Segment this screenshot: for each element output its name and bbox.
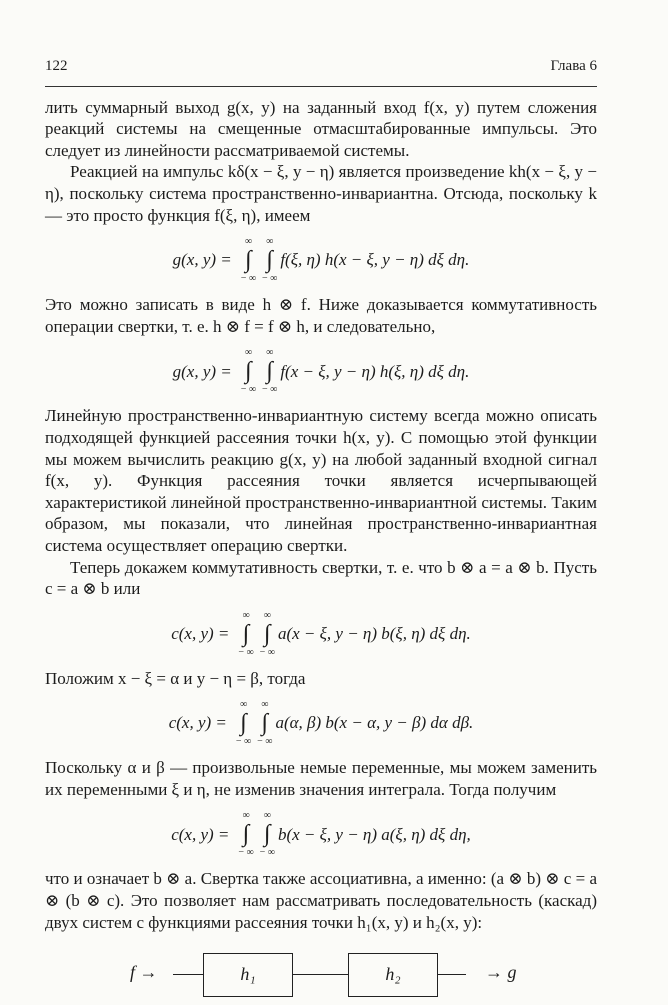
equation-3-rhs: a(x − ξ, y − η) b(ξ, η) dξ dη. <box>277 623 471 643</box>
equation-2-lhs: g(x, y) = <box>172 361 232 381</box>
diagram-line-out <box>438 974 466 975</box>
diagram-line-mid <box>293 974 348 975</box>
integral-sign: ∞ ∫ − ∞ <box>257 699 273 748</box>
integral-sign: ∞ ∫ − ∞ <box>238 609 254 658</box>
integral-sign: ∞ ∫ − ∞ <box>262 347 278 396</box>
diagram-input-label: f → <box>130 962 158 983</box>
equation-5-rhs: b(x − ξ, y − η) a(ξ, η) dξ dη, <box>277 824 471 844</box>
equation-1-lhs: g(x, y) = <box>172 250 232 270</box>
integral-sign: ∞ ∫ − ∞ <box>240 236 257 285</box>
paragraph-1: лить суммарный выход g(x, y) на заданный вход f(x, y) путем сложения реакций системы на смещенные отмасштабированные импульсы. Это следует из линейности рассматриваемой системы. <box>45 97 597 160</box>
diagram-box-h2: h₂ <box>348 953 438 997</box>
diagram-output-label: → g <box>485 962 517 983</box>
paragraph-3: Это можно записать в виде h ⊗ f. Ниже доказывается коммутативность операции свертки, т. е. h ⊗ f = f ⊗ h, и следовательно, <box>45 295 597 336</box>
book-page <box>45 56 597 1005</box>
equation-1 <box>45 228 597 292</box>
equation-2-rhs: f(x − ξ, y − η) h(ξ, η) dξ dη. <box>280 361 470 381</box>
integral-sign: ∞ ∫ − ∞ <box>262 236 278 285</box>
integral-sign: ∞ ∫ − ∞ <box>235 699 252 748</box>
integral-sign: ∞ ∫ − ∞ <box>259 810 275 859</box>
integral-sign: ∞ ∫ − ∞ <box>259 609 275 658</box>
cascade-diagram <box>45 945 597 1005</box>
equation-4-lhs: c(x, y) = <box>168 713 227 733</box>
paragraph-4: Линейную пространственно-инвариантную систему всегда можно описать подходящей функцией рассеяния точки h(x, y). С помощью этой функции мы можем вычислить реакцию g(x, y) на любой заданный входной сигнал f(x, y). Функция рассеяния точки является исчерпывающей характеристикой линейной пространственно-инвариантной системы. Таким образом, мы показали, что линейная пространственно-инвариантная система осуществляет операцию свертки. <box>45 406 597 555</box>
paragraph-2: Реакцией на импульс kδ(x − ξ, y − η) является произведение kh(x − ξ, y − η), поскольку система пространственно-инвариантна. Отсюда, поскольку k — это просто функция f(ξ, η), имеем <box>45 162 597 225</box>
equation-4-rhs: a(α, β) b(x − α, y − β) dα dβ. <box>275 713 474 733</box>
paragraph-6: Положим x − ξ = α и y − η = β, тогда <box>45 668 306 688</box>
equation-2 <box>45 339 597 403</box>
header-rule <box>45 86 597 87</box>
diagram-line-in <box>173 974 203 975</box>
chapter-title: Глава 6 <box>550 58 597 74</box>
integral-sign: ∞ ∫ − ∞ <box>240 347 257 396</box>
equation-5 <box>45 802 597 866</box>
page-header <box>45 56 597 78</box>
paragraph-7: Поскольку α и β — произвольные немые переменные, мы можем заменить их переменными ξ и η, не изменив значения интеграла. Тогда получим <box>45 758 597 799</box>
paragraph-8: что и означает b ⊗ a. Свертка также ассоциативна, а именно: (a ⊗ b) ⊗ c = a ⊗ (b ⊗ c). Это позволяет нам рассматривать последовательность (каскад) двух систем с функциями рассеяния точки h₁(x, y) и h₂(x, y): <box>45 869 597 932</box>
equation-4 <box>45 691 597 755</box>
equation-1-rhs: f(ξ, η) h(x − ξ, y − η) dξ dη. <box>280 250 470 270</box>
integral-sign: ∞ ∫ − ∞ <box>238 810 254 859</box>
paragraph-5: Теперь докажем коммутативность свертки, т. е. что b ⊗ a = a ⊗ b. Пусть c = a ⊗ b или <box>45 557 597 599</box>
equation-3 <box>45 602 597 666</box>
equation-3-lhs: c(x, y) = <box>171 623 230 643</box>
equation-5-lhs: c(x, y) = <box>171 824 230 844</box>
diagram-box-h1: h₁ <box>203 953 293 997</box>
page-number: 122 <box>45 58 68 74</box>
